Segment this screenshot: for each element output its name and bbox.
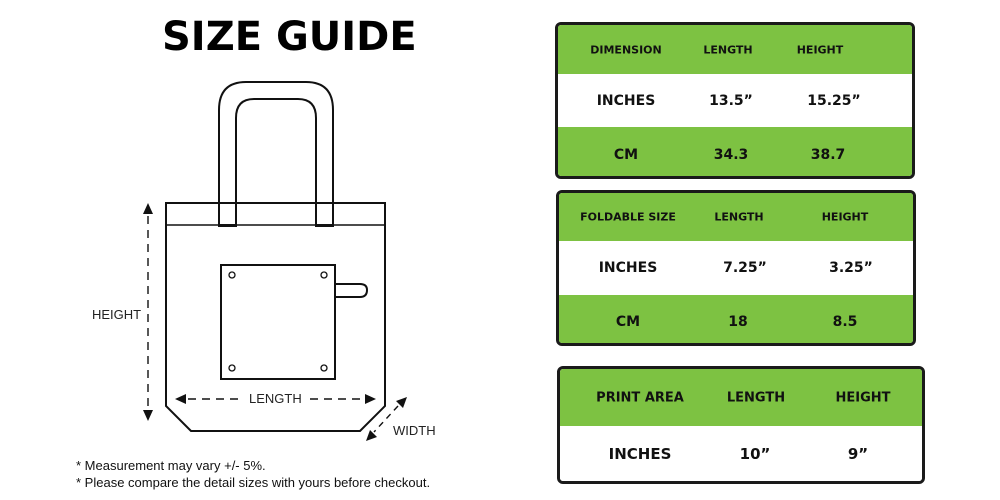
table-row bbox=[558, 127, 912, 179]
header-cell: PRINT AREA bbox=[596, 390, 684, 405]
foldable-pocket bbox=[221, 265, 335, 379]
header-cell: HEIGHT bbox=[835, 390, 891, 405]
length-value: 10” bbox=[739, 444, 771, 463]
table-header bbox=[559, 193, 913, 241]
length-value: 13.5” bbox=[709, 92, 753, 109]
table-row bbox=[559, 295, 913, 346]
length-value: 34.3 bbox=[713, 146, 749, 163]
height-value: 9” bbox=[847, 444, 869, 463]
table-header bbox=[560, 369, 922, 426]
length-label: LENGTH bbox=[249, 391, 302, 406]
header-cell: HEIGHT bbox=[821, 210, 869, 224]
unit-cell: INCHES bbox=[598, 260, 658, 276]
header-cell: HEIGHT bbox=[796, 43, 844, 56]
length-value: 7.25” bbox=[723, 260, 767, 276]
unit-cell: INCHES bbox=[608, 444, 672, 463]
dimension-table bbox=[555, 22, 915, 179]
note-tolerance: * Measurement may vary +/- 5%. bbox=[76, 458, 266, 473]
table-row bbox=[560, 426, 922, 481]
header-cell: LENGTH bbox=[703, 43, 753, 56]
note-compare: * Please compare the detail sizes with yours before checkout. bbox=[76, 475, 431, 490]
unit-cell: CM bbox=[615, 314, 641, 330]
header-cell: FOLDABLE SIZE bbox=[580, 210, 676, 224]
height-value: 38.7 bbox=[810, 146, 846, 163]
width-label: WIDTH bbox=[393, 423, 436, 438]
table-row bbox=[558, 74, 912, 127]
header-cell: LENGTH bbox=[714, 210, 764, 224]
print-area-table bbox=[557, 366, 925, 484]
height-label: HEIGHT bbox=[92, 307, 142, 322]
table-row bbox=[559, 241, 913, 295]
header-cell: LENGTH bbox=[726, 390, 786, 405]
header-cell: DIMENSION bbox=[590, 43, 662, 56]
height-arrow bbox=[143, 203, 153, 421]
pocket-tab bbox=[335, 284, 367, 297]
notes bbox=[76, 457, 430, 491]
unit-cell: CM bbox=[613, 146, 639, 163]
height-value: 8.5 bbox=[832, 314, 858, 330]
foldable-size-table bbox=[556, 190, 916, 346]
length-value: 18 bbox=[728, 314, 748, 330]
table-header bbox=[558, 25, 912, 74]
page-title: SIZE GUIDE bbox=[162, 14, 417, 60]
unit-cell: INCHES bbox=[596, 92, 656, 109]
height-value: 15.25” bbox=[807, 92, 861, 109]
height-value: 3.25” bbox=[829, 260, 873, 276]
